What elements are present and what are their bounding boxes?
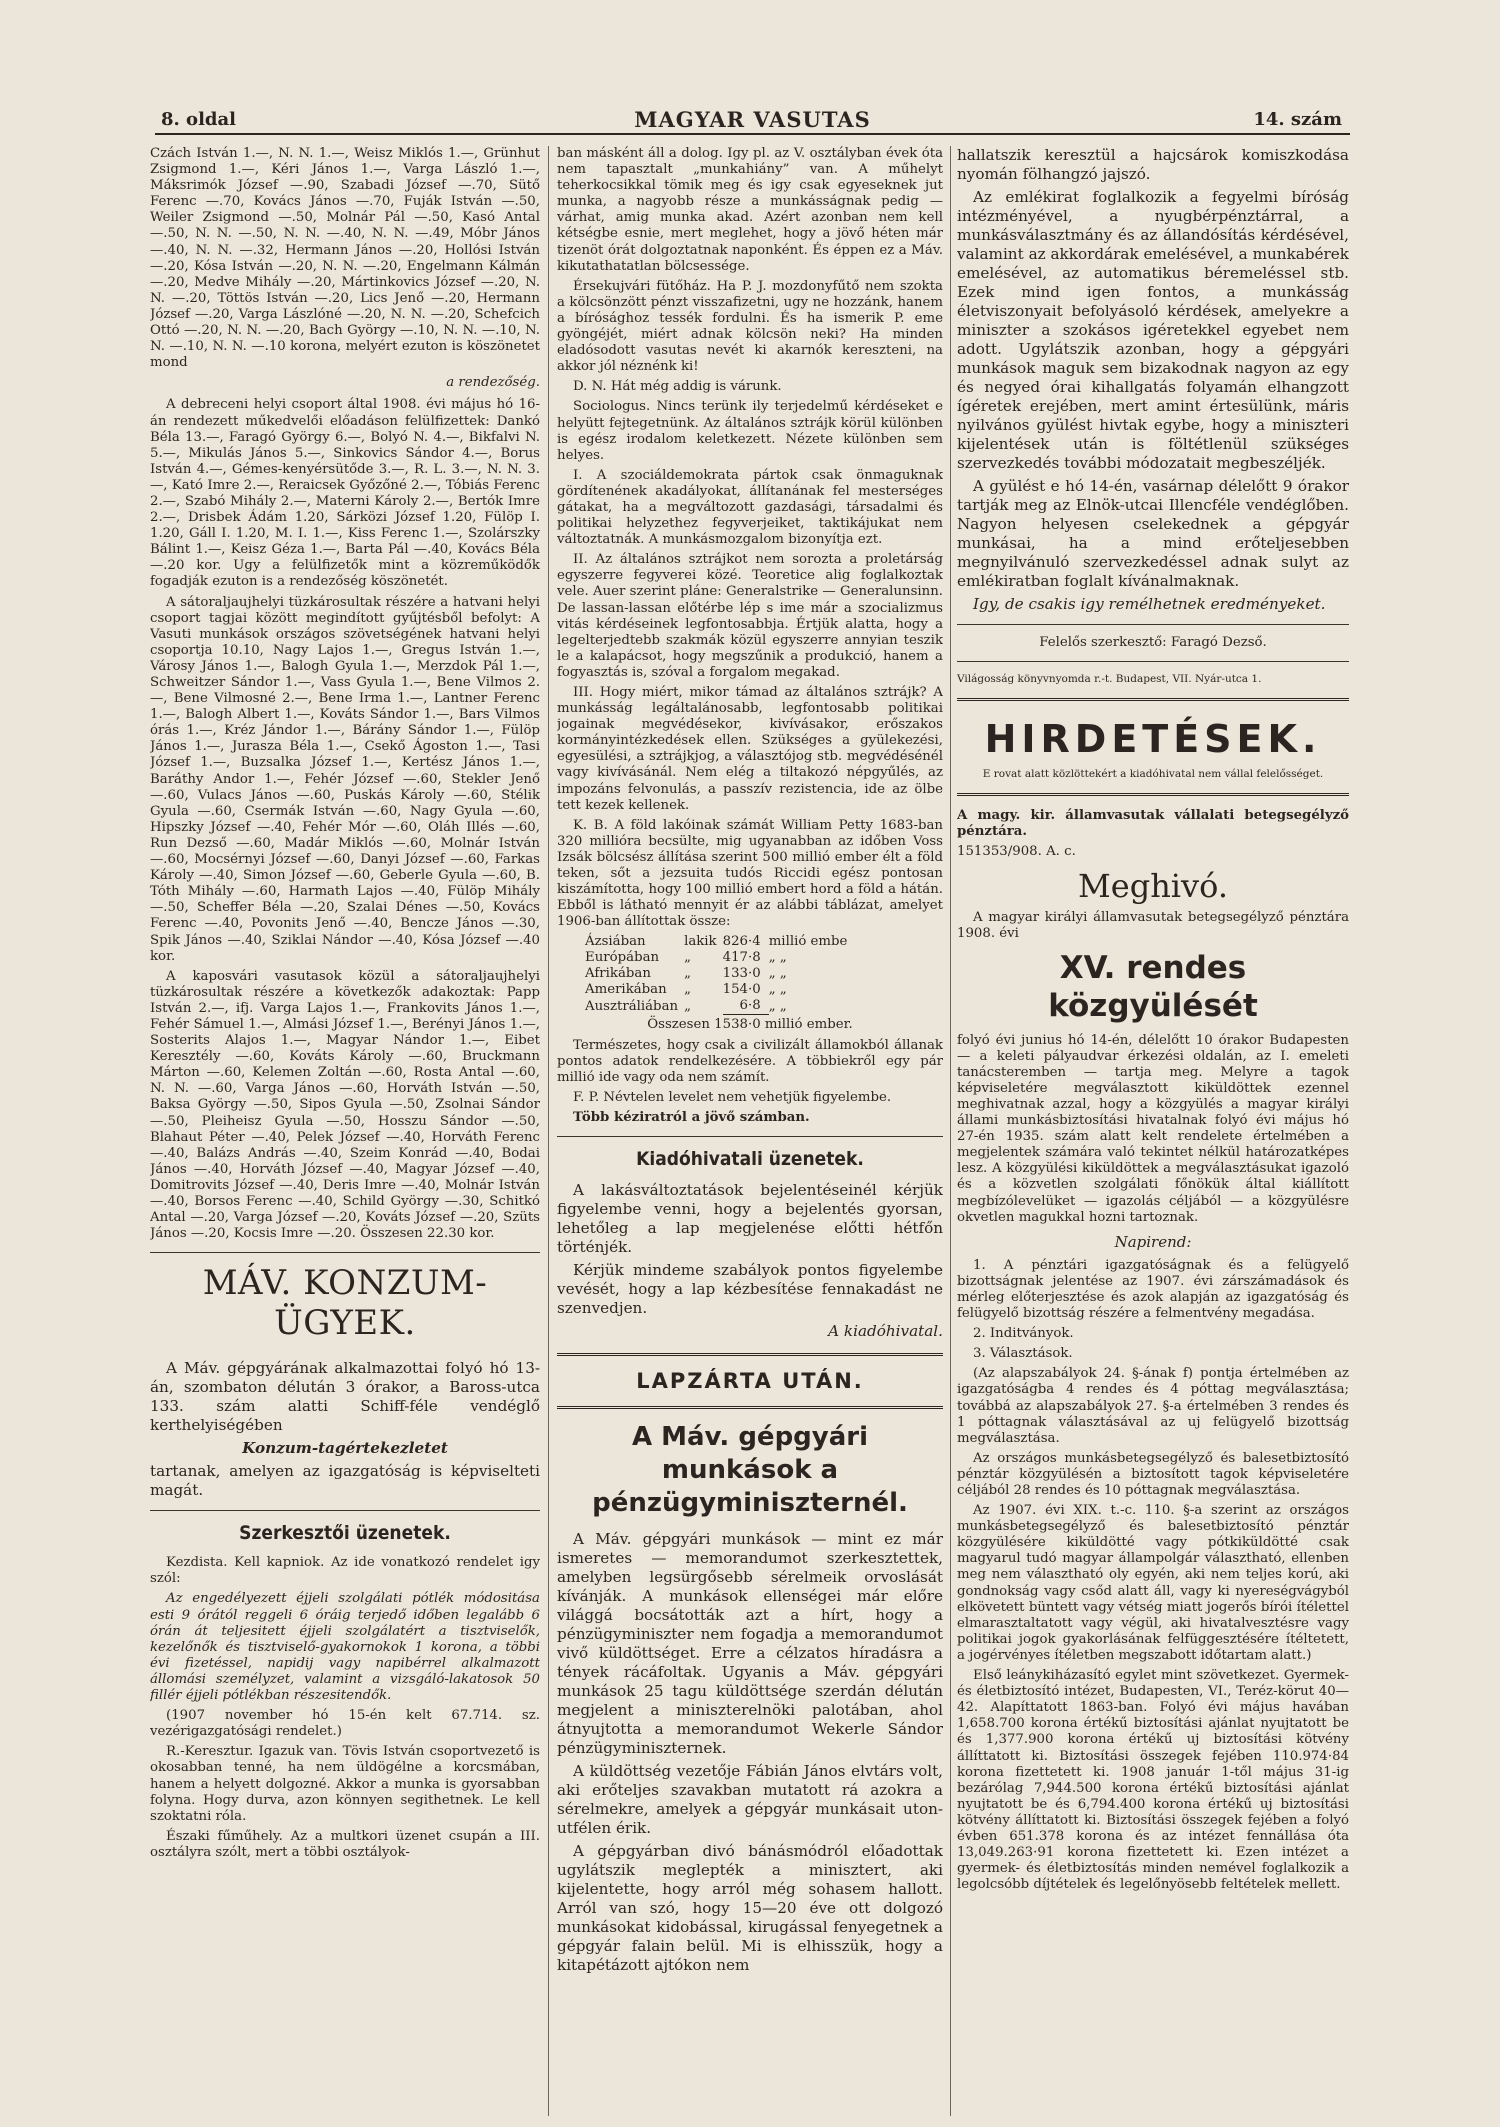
keresztur-paragraph: R.-Keresztur. Igazuk van. Tövis István csoportvezető is okosabban tenné, ha nem üldögélne a korcsmában, hanem a helyett dolgozné. Akkor a munka is gyorsabban folyna. Hogy durva, azon könnyen segithetnek. Le kell szoktatni róla. [150, 1744, 540, 1824]
point-three: III. Hogy miért, mikor támad az általános sztrájk? A munkásság legáltalánosabb, legfontosabb politikai jogainak megvédésekor, kivívásakor, erőszakos kormányintézkedések ellen. Szükséges a gyülekezési, egyesülési, a sztrájkjog, a választójog stb. megvédésénél vagy kivívásánál. Nem elég a tiltakozó népgyűlés, az impozáns felvonulás, a passzív rezistencia, ide az ölbe tett kezek kellenek. [557, 685, 943, 813]
editorial-messages-title: Szerkesztői üzenetek. [239, 1522, 451, 1545]
divider [957, 624, 1349, 625]
table-total: Összesen 1538·0 millió ember. [647, 1017, 853, 1033]
column-divider [548, 146, 549, 2116]
column-middle [557, 146, 943, 2116]
page-header [155, 103, 1350, 135]
konzum-end: tartanak, amelyen az igazgatóság is képviselteti magát. [150, 1462, 540, 1500]
publisher-message-1: A lakásváltoztatások bejelentéseinél kérjük figyelembe venni, hogy a bejelentés gyorsan, lehetőleg a lap megjelenése előtti hétfőn történjék. [557, 1180, 943, 1256]
table-row: Ázsiában lakik 826·4 millió embe [585, 934, 848, 950]
konzum-subtitle: Konzum-tagértekezletet [242, 1439, 448, 1458]
article-paragraph-1: A Máv. gépgyári munkások — mint ez már ismeretes — memorandumot szerkesztettek, amelyben legsürgősebb sérelmeik orvoslását kívánják. A munkások ellenségei már előre világgá bocsátották azt a hírt, hogy a pénzügyminiszter nem fogadja a memorandumot vivő küldöttséget. Erre a célzatos híradásra a tények rácáfoltak. Ugyanis a Máv. gépgyári munkások 25 tagu küldöttsége szerdán délután megjelent a miniszterelnöki palotában, ahol átnyujtotta a memorandumot Wekerle Sándor pénzügyminiszternek. [557, 1529, 943, 1757]
agenda-item: 3. Választások. [973, 1346, 1073, 1362]
konzum-text: A Máv. gépgyárának alkalmazottai folyó hó 13-án, szombaton délután 3 órakor, a Baross-utca 133. szám alatti Schiff-féle vendéglő kerthelyiségében [150, 1359, 540, 1435]
table-row: Ausztráliában „ 6·8 „ „ [585, 998, 787, 1014]
article-headline: A Máv. gépgyári munkások a pénzügyminiszternél. [592, 1421, 908, 1518]
eszaki-paragraph: Északi fűműhely. Az a multkori üzenet csupán a III. osztályra szólt, mert a többi osztályok- [150, 1828, 540, 1860]
invitation-intro: A magyar királyi államvasutak betegsegélyző pénztára 1908. évi [957, 910, 1349, 942]
dn-paragraph: D. N. Hát még addig is várunk. [573, 379, 782, 395]
divider [557, 1136, 943, 1137]
signature: a rendezőség. [446, 375, 540, 391]
article-paragraph-4: Az emlékirat foglalkozik a fegyelmi bíróság intézményével, a nyugbérpénztárral, a munkásválasztmány és az állandósítás kérdésével, valamint az akkordárak emelésével, a munkabérek emelésével, az automatikus béremeléssel stb. Ezek mind igen fontos, a munkásság életviszonyait befolyásoló kérdések, amelyekre a miniszter a szokásos igéretekkel egyebet nem adott. Ugylátszik azonban, hogy a gépgyári munkások maguk sem bizakodnak nagyon az egy és negyed órai kihallgatás folyamán elhangzott ígéretek erejében, mert amint értesülünk, máris nyilvános gyülést hivtak egybe, hogy a miniszteri kijelentések után is föltétlenül szükséges szervezkedés további módozatait megbeszéljék. [957, 188, 1349, 472]
invitation-title: Meghivó. [1078, 867, 1228, 906]
after-table-paragraph: Természetes, hogy csak a civilizált államokból állanak pontos adatok rendelkezésére. A többiekről egy pár millió ide vagy oda nem számít. [557, 1037, 943, 1085]
reference-number: 151353/908. A. c. [957, 844, 1076, 860]
agenda-item: 2. Inditványok. [973, 1326, 1074, 1342]
lapzarta-title: LAPZÁRTA UTÁN. [636, 1368, 864, 1393]
agenda-note: (Az alapszabályok 24. §-ának f) pontja értelmében az igazgatóságba 4 rendes és 4 póttag megválasztása; továbbá az alapszabályok 27. §-a értelmében 3 rendes és 1 póttagnak választásával az uj felügyelő bizottság megválasztása. [957, 1366, 1349, 1446]
column-divider [950, 146, 951, 2116]
more-manuscripts-note: Több kéziratról a jövő számban. [573, 1109, 810, 1125]
article-paragraph-2: A küldöttség vezetője Fábián János elvtárs volt, aki erőteljes szavakban mutatott rá azokra a sérelmekre, amelyek a gépgyár munkásait uton-utfélen érik. [557, 1761, 943, 1837]
agenda-note: Az országos munkásbetegsegélyző és balesetbiztosító pénztár közgyülésén a biztosított tagok képviseletére céljából 28 rendes és 10 póttagnak megválasztása. [957, 1450, 1349, 1498]
kb-paragraph: K. B. A föld lakóinak számát William Petty 1683-ban 320 millióra becsülte, mig ugyanabban az időben Voss Izsák bölcsész állítása szerint 500 millió ember élt a föld teken, sőt a jezsuita tudós Riccidi egész pontosan kiszámította, hogy 100 millió embert hord a föld a hátán. Ebből is látható mennyit ér az alábbi táblázat, amelyet 1906-ban állítottak össze: [557, 817, 943, 930]
column-left [150, 146, 540, 2116]
sociologus-paragraph: Sociologus. Nincs terünk ily terjedelmű kérdéseket e helyütt fejtegetnünk. Az általános sztrájk körül különben is egész irodalom keletkezett. Nézete különben sem helyes. [557, 399, 943, 463]
point-one: I. A szociáldemokrata pártok csak önmaguknak gördítenének akadályokat, állítanának fel mesterséges gátakat, ha a megváltozott gazdasági, társadalmi és politikai helyzethez fegyverjeiket, taktikájukat nem változtatnák. A munkásmozgalom bizonyítja ezt. [557, 467, 943, 548]
publisher-messages-title: Kiadóhivatali üzenetek. [636, 1147, 864, 1170]
divider [150, 1252, 540, 1253]
regulation-reference: (1907 november hó 15-én kelt 67.714. sz. vezérigazgatósági rendelet.) [150, 1708, 540, 1740]
article-closing: Igy, de csakis igy remélhetnek eredményeket. [973, 595, 1326, 613]
editor-line: Felelős szerkesztő: Faragó Dezső. [1039, 635, 1267, 650]
page-number: 8. oldal [161, 109, 236, 130]
divider [150, 1510, 540, 1511]
article-paragraph-3: A gépgyárban divó bánásmódról előadottak ugylátszik meglepték a minisztert, aki kijelentette, hogy arról még sohasem hallott. Arról van szó, hogy 15—20 éve ott dolgozó munkásokat kidobással, kirugással fenyegetnek a gépgyár falain belül. Mi is elhisszük, hogy a kitapétázott ajtókon nem [557, 1841, 943, 1974]
donor-list: Czách István 1.—, N. N. 1.—, Weisz Miklós 1.—, Grünhut Zsigmond 1.—, Kéri János 1.—, Varga László 1.—, Máksrimók József —.90, Szabadi József —.70, Sütő Ferenc —.70, Kovács János —.70, Fuják István —.50, Weiler Zsigmond —.50, Molnár Pál —.50, Kasó Antal —.50, N. N. —.50, N. N. —.40, N. N. —.49, Móbr János —.40, N. N. —.32, Hermann János —.20, Hollósi István —.20, Kósa István —.20, N. N. —.20, Engelmann Kálmán —.20, Medve Mihály —.20, Mártinkovics József —.20, N. N. —.20, Töttös István —.20, Lics Jenő —.20, Hermann József —.20, Varga Lászlóné —.20, N. N. —.20, Schefcich Ottó —.20, N. N. —.20, Bach György —.10, N. N. —.10, N. N. —.10, N. N. —.10 korona, melyért ezuton is köszönetet mond [150, 146, 540, 371]
column-right [957, 146, 1349, 2116]
divider [557, 1353, 943, 1356]
ersekujvar-paragraph: Érsekujvári fütőház. Ha P. J. mozdonyfűtő nem szokta a kölcsönzött pénzt visszafizetni, ugy ne hozzánk, hanem a bírósághoz tessék fordulni. És ha ismerik P. eme gyöngéjét, miért adnak kölcsön neki? Ha minden eladósodott vasutas nevét ki akarnók kereszteni, na akkor jól néznénk ki! [557, 278, 943, 375]
assembly-title: XV. rendes közgyülését [1048, 949, 1258, 1024]
population-table [585, 934, 853, 1015]
publisher-signature: A kiadóhivatal. [828, 1321, 943, 1340]
fp-paragraph: F. P. Névtelen levelet nem vehetjük figyelembe. [573, 1089, 892, 1105]
divider [957, 661, 1349, 662]
table-row: Európában „ 417·8 „ „ [585, 950, 787, 966]
agenda-title: Napirend: [1114, 1232, 1192, 1251]
article-continuation: hallatszik keresztül a hajcsárok komiszkodása nyomán fölhangzó jajszó. [957, 146, 1349, 183]
kezdista-paragraph: Kezdista. Kell kapniok. Az ide vonatkozó rendelet igy szól: [150, 1555, 540, 1587]
satoraljaujhely-paragraph: A sátoraljaujhelyi tüzkárosultak részére a hatvani helyi csoport tagjai között megindított gyűjtésből befolyt: A Vasuti munkások országos szövetségének hatvani helyi csoportja 10.10, Nagy Lajos 1.—, Gregus István 1.—, Városy János 1.—, Balogh Gyula 1.—, Merzdok Pál 1.—, Schweitzer Sándor 1.—, Vass Gyula 1.—, Bene Vilmos 2.—, Bene Vilmosné 2.—, Bene Irma 1.—, Lantner Ferenc 1.—, Balogh Albert 1.—, Kováts Sándor 1.—, Bars Vilmos órás 1.—, Kréz Jándor 1.—, Bárány Sándor 1.—, Fülöp János 1.—, Juraszа Béla 1.—, Csekő Ágoston 1.—, Tasi József 1.—, Buzsalka József 1.—, Kertész János 1.—, Baráthy Andor 1.—, Fehér József —.60, Stekler Jenő —.60, Vulacs János —.60, Puskás Károly —.60, Stélik Gyula —.60, Csermák István —.60, Nagy Gyula —.60, Hipszky József —.40, Fehér Mór —.60, Oláh Illés —.60, Run Dezső —.60, Madár Miklós —.60, Molnár István —.60, Mocsérnyi József —.60, Danyi József —.60, Farkas Károly —.40, Simon József —.60, Geberle Gyula —.60, B. Tóth Mihály —.60, Harmath Lajos —.40, Fülöp Mihály —.50, Scheffer Béla —.20, Szalai Dénes —.50, Kovács Ferenc —.40, Povonits Jenő —.40, Bencze János —.30, Spik János —.40, Sziklai Nándor —.40, Kósa József —.40 kor. [150, 594, 540, 964]
publisher-message-2: Kérjük mindeme szabályok pontos figyelembe vevését, hogy a lap kézbesítése fennakadást ne szenvedjen. [557, 1260, 943, 1317]
article-paragraph-5: A gyülést e hó 14-én, vasárnap délelőtt 9 órakor tartják meg az Elnök-utcai Illencféle vendéglőben. Nagyon helyesen cselekednek a gépgyár munkásai, ha a mind erőteljesebben megnyilvánuló szervezkedéssel adnak sulyt az emlékiratban foglalt kívánalmaknak. [957, 477, 1349, 590]
kaposvar-paragraph: A kaposvári vasutasok közül a sátoraljaujhelyi tüzkárosultak részére a következők adakoztak: Papp István 2.—, ifj. Varga Lajos 1.—, Frankovits János 1.—, Fehér Sámuel 1.—, Almási József 1.—, Berényi János 1.—, Sosterits Alajos 1.—, Magyar Nándor 1.—, Eibet Keresztély —.60, Kováts Károly —.60, Bruckmann Márton —.60, Kelemen Zoltán —.60, Rosta Antal —.60, N. N. —.60, Varga János —.60, Horváth István —.50, Baksa György —.50, Sipos Gyula —.50, Zsolnai Sándor —.50, Pleiheisz Gyula —.50, Hosszu Sándor —.50, Blahaut Péter —.40, Pelek József —.40, Horváth Ferenc —.40, Balázs András —.40, Szeim Konrád —.40, Bodai János —.40, Horváth József —.40, Magyar József —.40, Domitrovits József —.40, Deris Imre —.40, Molnár István —.40, Borsos Ferenc —.40, Schild György —.30, Schitkó Antal —.20, Varga József —.20, Kováts József —.20, Szüts János —.20, Kocsis Imre —.20. Összesen 22.30 kor. [150, 968, 540, 1242]
debrecen-paragraph: A debreceni helyi csoport által 1908. évi május hó 16-án rendezett műkedvelői előadáson felülfizettek: Dankó Béla 13.—, Faragó György 6.—, Bolyó N. 4.—, Bikfalvi N. 5.—, Mikulás János 5.—, Sinkovics Sándor 4.—, Borus István 4.—, Gémes-kenyérsütőde 3.—, R. L. 3.—, N. N. 3.—, Kató Imre 2.—, Reraicsek Győzőné 2.—, Tóbiás Ferenc 2.—, Szabó Mihály 2.—, Materni Károly 2.—, Bertók Imre 2.—, Drisbek Ádám 1.20, Sárközi József 1.20, Fülöp I. 1.20, Gáll I. 1.20, M. I. 1.—, Kiss Ferenc 1.—, Szolárszky Bálint 1.—, Keisz Géza 1.—, Barta Pál —.40, Kovács Béla —.20 kor. Ugy a felülfizetők mint a közreműködők fogadják ezuton is a rendezőség köszönetét. [150, 397, 540, 590]
insurance-ad: Első leánykiházasító egylet mint szövetkezet. Gyermek- és életbiztosító intézet, Budapesten, VI., Teréz-körut 40—42. Alapíttatott 1863-ban. Folyó évi május havában 1,658.700 korona értékű biztosítási ajánlat nyujtatott be és 1,377.900 korona értékű uj biztosítási kötvény állíttatott ki. Biztosítási összegek fejében 110.974·84 korona fizettetett ki. 1908 január 1-től május 31-ig bezárólag 7,944.500 korona értékű biztosítási ajánlat nyujtatott be és 6,794.400 korona értékű uj biztosítási kötvény állíttatott ki. Biztosítási összegek fejében a folyó évben 651.378 korona és az intézet fennállása óta 13,049.263·91 korona fizettetett ki. Ezen intézet a gyermek- és életbiztosítás minden nemével foglalkozik a legolcsóbb díjtételek és legelőnyösebb feltételek mellett. [957, 1668, 1349, 1893]
continuation-paragraph: ban másként áll a dolog. Igy pl. az V. osztályban évek óta nem tapasztalt „munkahiány” van. A műhelyt teherkocsikkal tömik meg és igy csak egyeseknek jut munka, a nagyobb része a munkásságnak pedig — várhat, amig munka akad. Azért azonban nem kell kétségbe esnie, mert meglehet, hogy a jövő héten már tizenöt órát dolgoztatnak naponként. És éppen ez a Máv. kikutathatatlan bölcsessége. [557, 146, 943, 274]
divider [557, 1406, 943, 1409]
invitation-body: folyó évi junius hó 14-én, délelőtt 10 órakor Budapesten — a keleti pályaudvar érkezési oldalán, az I. emeleti tanácsteremben — tartja meg. Melyre a tagok képviseletére megválasztott kiküldöttek ezennel meghivatnak azzal, hogy a közgyülés a magyar királyi állami munkásbiztosítási hivatalnak folyó évi május hó 27-én 1935. szám alatt kelt rendelete értelmében a megjelentek számára való tekintet nélkül határozatképes lesz. A közgyülési kiküldöttek a megválasztásukat igazoló és a közvetlen szolgálati főnökük által kiállított megbízólevelüket — igazolás céljából — a közgyülésre okvetlen magukkal hozni tartoznak. [957, 1032, 1349, 1225]
divider [957, 793, 1349, 796]
fund-name: A magy. kir. államvasutak vállalati betegsegélyző pénztára. [957, 808, 1349, 840]
table-row: Amerikában „ 154·0 „ „ [585, 982, 787, 998]
point-two: II. Az általános sztrájkot nem sorozta a proletárság egyszerre fegyverei közé. Teoretice alig foglalkoztak vele. Auer szerint pláne: Generalstrike — Generalunsinn. De lassan-lassan előtérbe lép s ime már a szocializmus vitás kérdéseinek legfontosabbja. Értjük alatta, hogy a legelterjedtebb szakmák közül egyszerre annyian teszik le a kalapácsot, hogy megszűnik a produkció, hanem a fogyasztás is, szóval a forgalom megakad. [557, 552, 943, 680]
agenda-note: Az 1907. évi XIX. t.-c. 110. §-a szerint az országos munkásbetegsegélyző és balesetbiztosító pénztár közgyülésére kiküldötté vagy pótkiküldötté csak magyarul tudó magyar állampolgár választható, ellenben meg nem választható oly egyén, aki nem teljes korú, aki gondnokság vagy csőd alatt áll, vagy ki nyereségvágyból elkövetett büntett vagy vétség miatt jogerős bírói ítélettel elmarasztaltatott vagy végül, aki hivatalvesztésre vagy politikai jogok gyakorlásának felfüggesztésére ítéltetett, a jogérvényes ítéletben megszabott időtartam alatt.) [957, 1503, 1349, 1663]
konzum-title: MÁV. KONZUM-ÜGYEK. [202, 1263, 488, 1344]
masthead-title: MAGYAR VASUTAS [634, 107, 871, 132]
agenda-item: 1. A pénztári igazgatóságnak és a felügyelő bizottságnak jelentése az 1907. évi zárszámadások és mérleg előterjesztése és azok alapján az igazgatóság és felügyelő bizottság részére a felmentvény megadása. [957, 1257, 1349, 1322]
divider [957, 698, 1349, 701]
printer-line: Világosság könyvnyomda r.-t. Budapest, VII. Nyár-utca 1. [957, 673, 1262, 686]
regulation-quote: Az engedélyezett éjjeli szolgálati pótlék módositása esti 9 órától reggeli 6 óráig terjedő időben legalább 6 órán át teljesitett éjjeli szolgálatért a tisztviselők, kezelőnők és tisztviselő-gyakornokok 1 korona, a többi évi fizetéssel, napidij vagy napibérrel alkalmazott állomási személyzet, valamint a vizsgáló-lakatosok 50 fillér éjjeli pótlékban részesitendők. [150, 1591, 540, 1704]
advertisements-title: HIRDETÉSEK. [984, 717, 1322, 762]
issue-number: 14. szám [1253, 109, 1342, 130]
table-row: Afrikában „ 133·0 „ „ [585, 966, 787, 982]
advertisements-disclaimer: E rovat alatt közlöttekért a kiadóhivatal nem vállal felelősséget. [982, 768, 1324, 781]
